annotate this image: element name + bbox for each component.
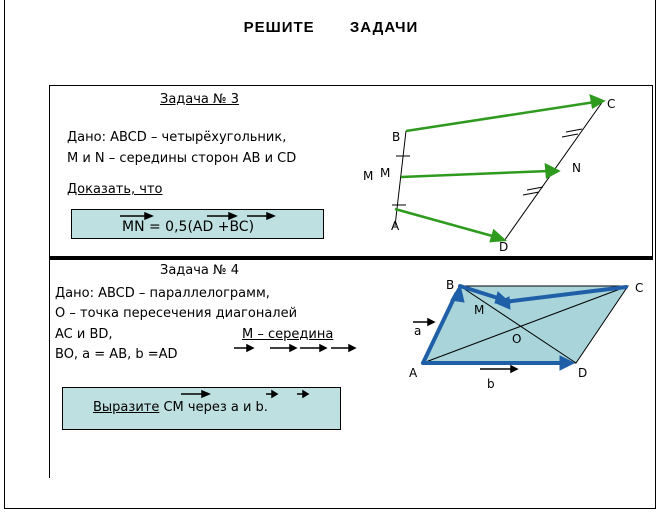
p3-label-C: C — [607, 97, 616, 111]
problem-3-prove-label: Доказать, что — [67, 182, 163, 197]
p3-label-N: N — [572, 161, 581, 175]
p4-label-A: A — [409, 366, 418, 380]
problem-4-line-3a: AC и BD, — [55, 327, 113, 342]
p3-label-D: D — [499, 240, 509, 254]
problem-3-given-line-2: M и N – середины сторон AB и CD — [67, 151, 297, 166]
problem-4-line-2: O – точка пересечения диагоналей — [55, 306, 298, 321]
p4-label-M: M — [474, 303, 485, 317]
p4-label-B: B — [446, 278, 455, 292]
problem-4-heading: Задача № 4 — [160, 263, 239, 278]
p3-label-M2: M — [380, 166, 391, 180]
p3-label-B: B — [392, 130, 401, 144]
problem-3-given-line-1: Дано: ABCD – четырёхугольник, — [67, 130, 287, 145]
p4-label-O: O — [512, 332, 522, 346]
problem-4-line-3b: M – середина — [242, 327, 334, 342]
problem-4-task-rest: CM через a и b. — [159, 400, 268, 415]
p4-label-D: D — [578, 366, 588, 380]
p4-label-C: C — [635, 281, 644, 295]
problem-3-heading: Задача № 3 — [160, 92, 239, 107]
p4-label-a: a — [414, 324, 422, 338]
p3-label-A: A — [391, 219, 400, 233]
problem-4-task-prefix: Выразите — [93, 400, 160, 415]
p3-label-M: M — [363, 169, 374, 183]
problem-4-line-1: Дано: ABCD – параллелограмм, — [55, 286, 270, 301]
slide-title: РЕШИТЕ ЗАДАЧИ — [243, 19, 419, 36]
p4-label-b: b — [487, 377, 495, 391]
problem-3-formula: MN = 0,5(AD +BC) — [122, 219, 255, 235]
problem-4-line-4: BO, a = AB, b =AD — [55, 347, 178, 362]
